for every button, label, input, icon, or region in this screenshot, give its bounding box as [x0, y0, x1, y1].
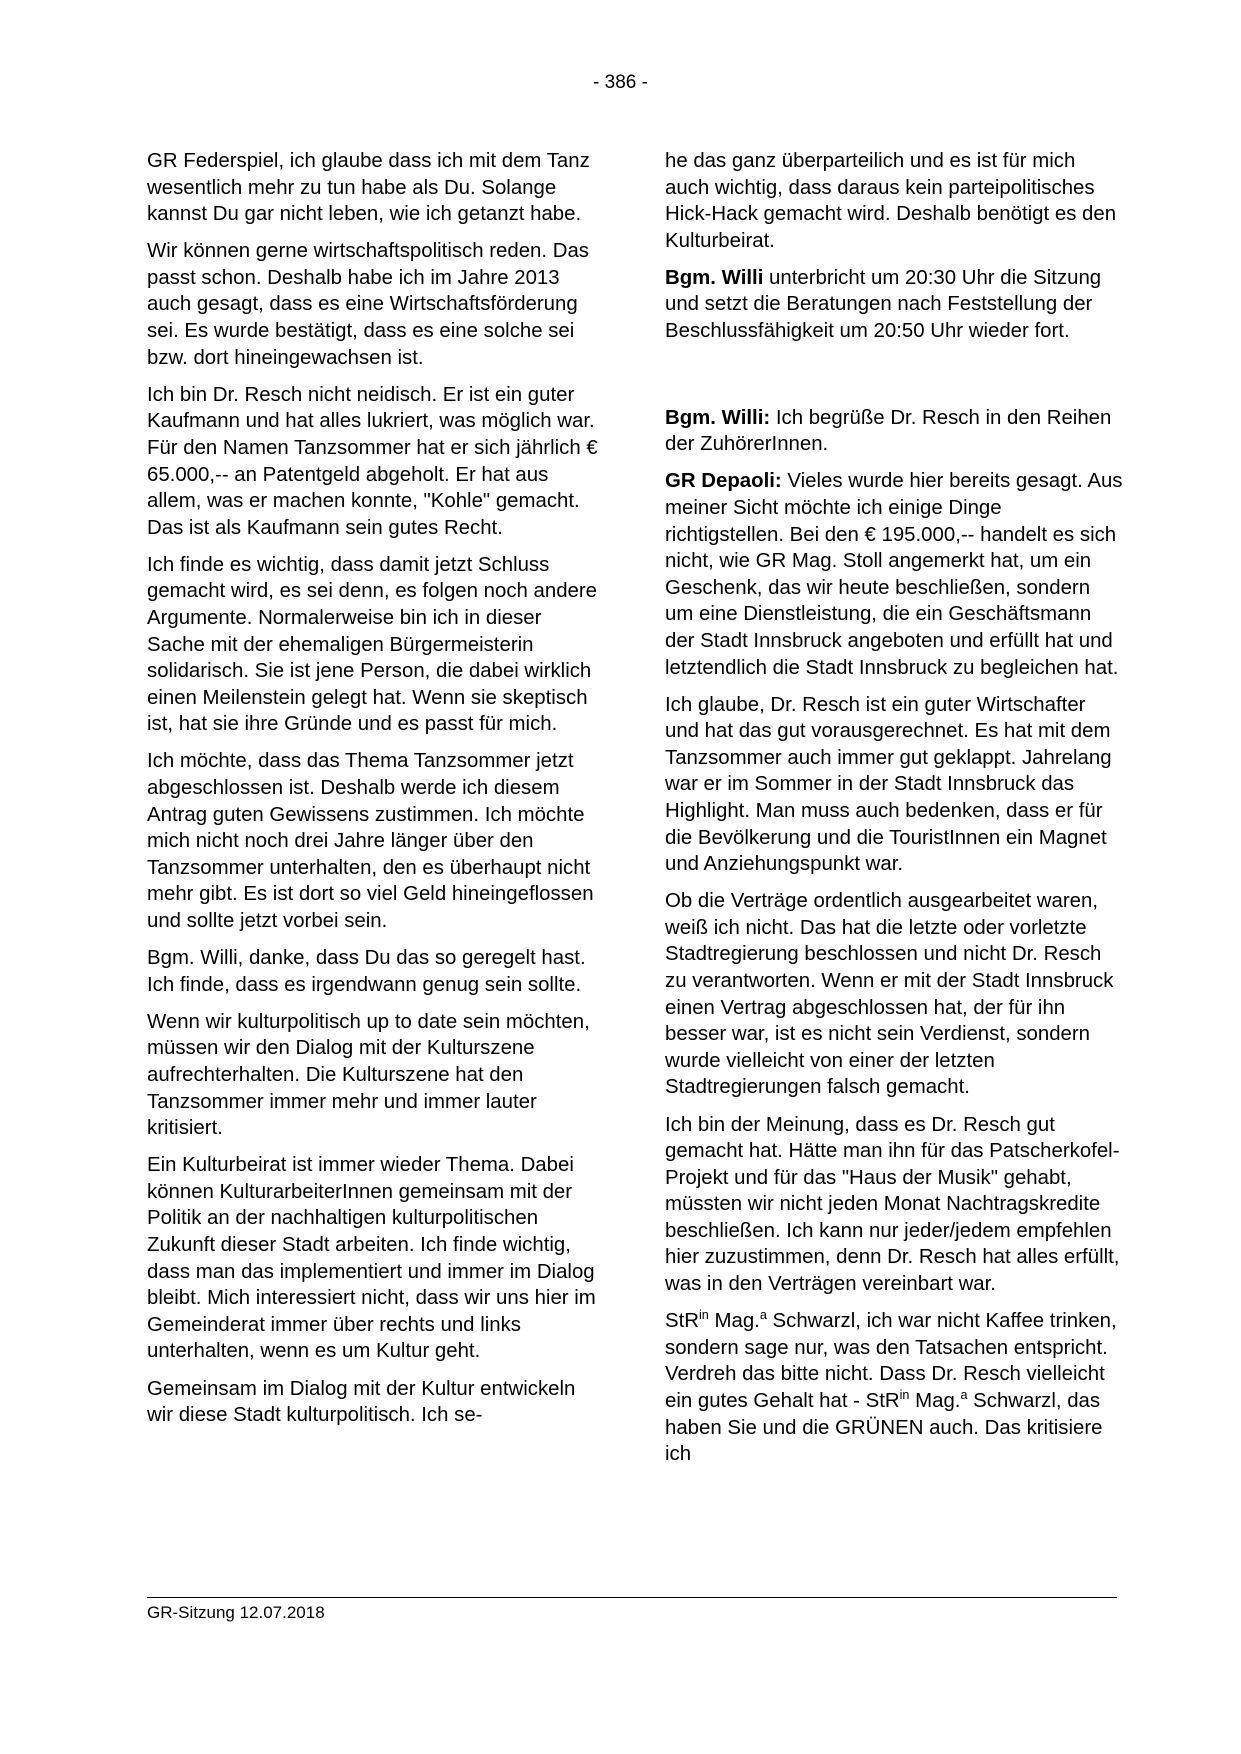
paragraph: [665, 1308, 1123, 1468]
text-run: Schwarzl, ich war nicht Kaffee trinken, sondern sage nur, was den Tatsachen entspricht. Verdreh das bitte nicht. Dass Dr. Resch vielleicht ein gutes Gehalt hat - StR: [665, 1310, 1117, 1412]
paragraph: Ich möchte, dass das Thema Tanzsommer jetzt abgeschlossen ist. Deshalb werde ich diesem Antrag guten Gewissens zustimmen. Ich möchte mich nicht noch drei Jahre länger über den Tanzsommer unterhalten, den es überhaupt nicht mehr gibt. Es ist dort so viel Geld hineingeflossen und sollte jetzt vorbei sein.: [147, 750, 594, 933]
speaker-name: GR Depaoli:: [665, 470, 782, 493]
paragraph: Ich bin Dr. Resch nicht neidisch. Er ist ein guter Kaufmann und hat alles lukriert, was möglich war. Für den Namen Tanzsommer hat er sich jährlich € 65.000,-- an Patentgeld abgeholt. Er hat aus allem, was er machen konnte, "Kohle" gemacht. Das ist als Kaufmann sein gutes Recht.: [147, 383, 598, 539]
text-run: Mag.: [708, 1310, 760, 1333]
superscript: in: [699, 1308, 709, 1323]
speech-paragraph: [665, 405, 1123, 458]
superscript: a: [759, 1308, 767, 1323]
procedural-note: [665, 265, 1123, 345]
speaker-name: Bgm. Willi:: [665, 406, 771, 429]
paragraph: Wenn wir kulturpolitisch up to date sein möchten, müssen wir den Dialog mit der Kulturszene aufrechterhalten. Die Kulturszene hat den Tanzsommer immer mehr und immer lauter kritisiert.: [147, 1010, 590, 1140]
paragraph-text: unterbricht um 20:30 Uhr die Sitzung und setzt die Beratungen nach Feststellung der Beschlussfähigkeit um 20:50 Uhr wieder fort.: [665, 266, 1102, 343]
paragraph: Ob die Verträge ordentlich ausgearbeitet waren, weiß ich nicht. Das hat die letzte oder vorletzte Stadtregierung beschlossen und nicht Dr. Resch zu verantworten. Wenn er mit der Stadt Innsbruck einen Vertrag abgeschlossen hat, der für ihn besser war, ist es nicht sein Verdienst, sondern wurde vielleicht von einer der letzten Stadtregierungen falsch gemacht.: [665, 890, 1114, 1099]
superscript: in: [899, 1388, 910, 1403]
paragraph: he das ganz überparteilich und es ist für mich auch wichtig, dass daraus kein parteipolitisches Hick-Hack gemacht wird. Deshalb benötigt es den Kulturbeirat.: [665, 150, 1117, 252]
paragraph: Gemeinsam im Dialog mit der Kultur entwickeln wir diese Stadt kulturpolitisch. Ich se-: [147, 1377, 576, 1427]
right-column: [665, 148, 1123, 1478]
speaker-name: Bgm. Willi: [665, 266, 764, 289]
footer-session-date: GR-Sitzung 12.07.2018: [147, 1603, 325, 1622]
superscript: a: [960, 1388, 968, 1403]
paragraph: Ein Kulturbeirat ist immer wieder Thema. Dabei können KulturarbeiterInnen gemeinsam mit der Politik an der nachhaltigen kulturpolitischen Zukunft dieser Stadt arbeiten. Ich finde wichtig, dass man das implementiert und immer im Dialog bleibt. Mich interessiert nicht, dass wir uns hier im Gemeinderat immer über rechts und links unterhalten, wenn es um Kultur geht.: [147, 1154, 596, 1363]
speech-paragraph: [665, 468, 1123, 681]
paragraph: Ich glaube, Dr. Resch ist ein guter Wirtschafter und hat das gut vorausgerechnet. Es hat mit dem Tanzsommer auch immer gut geklappt. Jahrelang war er im Sommer in der Stadt Innsbruck das Highlight. Man muss auch bedenken, dass er für die Bevölkerung und die TouristInnen ein Magnet und Anziehungspunkt war.: [665, 693, 1112, 876]
page-number: - 386 -: [593, 72, 648, 93]
paragraph-text: Vieles wurde hier bereits gesagt. Aus meiner Sicht möchte ich einige Dinge richtigstellen. Bei den € 195.000,-- handelt es sich nicht, wie GR Mag. Stoll angemerkt hat, um ein Geschenk, das wir heute beschließen, sondern um eine Dienstleistung, die ein Geschäftsmann der Stadt Innsbruck angeboten und erfüllt hat und letztendlich die Stadt Innsbruck zu begleichen hat.: [665, 470, 1123, 679]
paragraph: Ich finde es wichtig, dass damit jetzt Schluss gemacht wird, es sei denn, es folgen noch andere Argumente. Normalerweise bin ich in dieser Sache mit der ehemaligen Bürgermeisterin solidarisch. Sie ist jene Person, die dabei wirklich einen Meilenstein gelegt hat. Wenn sie skeptisch ist, hat sie ihre Gründe und es passt für mich.: [147, 553, 598, 736]
paragraph: Ich bin der Meinung, dass es Dr. Resch gut gemacht hat. Hätte man ihn für das Patscherkofel-Projekt und für das "Haus der Musik" gehabt, müssten wir nicht jeden Monat Nachtragskredite beschließen. Ich kann nur jeder/jedem empfehlen hier zuzustimmen, denn Dr. Resch hat alles erfüllt, was in den Verträgen vereinbart war.: [665, 1113, 1120, 1296]
paragraph: GR Federspiel, ich glaube dass ich mit dem Tanz wesentlich mehr zu tun habe als Du. Solange kannst Du gar nicht leben, wie ich getanzt habe.: [147, 150, 590, 226]
text-run: StR: [665, 1310, 699, 1333]
text-run: Schwarzl, das haben Sie und die GRÜNEN auch. Das kritisiere ich: [665, 1389, 1103, 1466]
paragraph: Bgm. Willi, danke, dass Du das so geregelt hast. Ich finde, dass es irgendwann genug sein sollte.: [147, 947, 586, 996]
left-column: [147, 148, 599, 1439]
text-run: Mag.: [909, 1389, 961, 1412]
footer-divider: [147, 1597, 1117, 1598]
paragraph: Wir können gerne wirtschaftspolitisch reden. Das passt schon. Deshalb habe ich im Jahre 2013 auch gesagt, dass es eine Wirtschaftsförderung sei. Es wurde bestätigt, dass es eine solche sei bzw. dort hineingewachsen ist.: [147, 240, 589, 369]
paragraph-text: Ich begrüße Dr. Resch in den Reihen der ZuhörerInnen.: [665, 406, 1112, 456]
